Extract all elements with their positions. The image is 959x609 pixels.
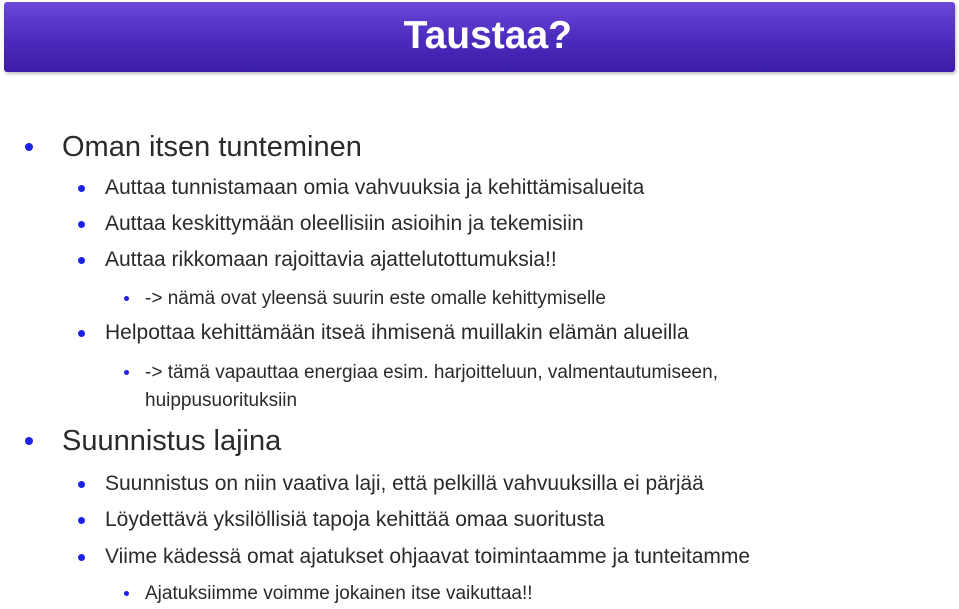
bullet-icon: [124, 296, 129, 301]
bullet-icon: [124, 370, 129, 375]
list-item: -> nämä ovat yleensä suurin este omalle kehittymiselle: [145, 288, 606, 309]
list-item: Suunnistus on niin vaativa laji, että pelkillä vahvuuksilla ei pärjää: [105, 472, 704, 495]
list-item: Auttaa rikkomaan rajoittavia ajattelutottumuksia!!: [105, 248, 557, 271]
list-item: Ajatuksiimme voimme jokainen itse vaikuttaa!!: [145, 583, 533, 604]
bullet-icon: [78, 481, 85, 488]
list-item: Auttaa keskittymään oleellisiin asioihin ja tekemisiin: [105, 212, 584, 235]
bullet-icon: [78, 330, 85, 337]
section-heading: Oman itsen tunteminen: [62, 131, 362, 163]
list-item: -> tämä vapauttaa energiaa esim. harjoitteluun, valmentautumiseen,: [145, 362, 718, 383]
bullet-icon: [78, 554, 85, 561]
bullet-icon: [25, 143, 33, 151]
slide-title: Taustaa?: [403, 14, 572, 57]
list-item: Viime kädessä omat ajatukset ohjaavat toimintaamme ja tunteitamme: [105, 545, 751, 568]
bullet-icon: [78, 185, 85, 192]
list-item-continuation: huippusuorituksiin: [145, 390, 298, 411]
bullet-icon: [124, 591, 129, 596]
bullet-icon: [25, 437, 33, 445]
title-bar: [4, 2, 955, 72]
list-item: Auttaa tunnistamaan omia vahvuuksia ja kehittämisalueita: [105, 176, 645, 199]
section-heading: Suunnistus lajina: [62, 425, 282, 457]
bullet-icon: [78, 257, 85, 264]
bullet-icon: [78, 517, 85, 524]
list-item: Löydettävä yksilöllisiä tapoja kehittää omaa suoritusta: [105, 508, 605, 531]
bullet-icon: [78, 221, 85, 228]
list-item: Helpottaa kehittämään itseä ihmisenä muillakin elämän alueilla: [105, 321, 689, 344]
